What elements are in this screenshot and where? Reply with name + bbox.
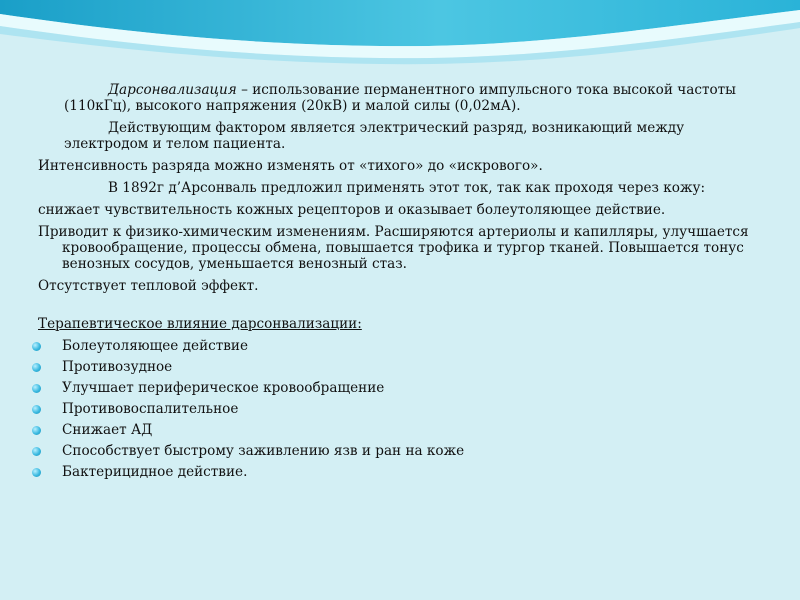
intensity-paragraph: Интенсивность разряда можно изменять от «тихого» до «искрового».	[38, 158, 543, 174]
bullet-dot-icon	[32, 468, 41, 477]
list-item	[38, 401, 750, 417]
thermal-paragraph: Отсутствует тепловой эффект.	[38, 278, 259, 294]
intro-paragraph	[38, 82, 750, 114]
list-item	[38, 359, 750, 375]
effect-paragraph: снижает чувствительность кожных рецепторов и оказывает болеутоляющее действие.	[38, 202, 666, 218]
therapy-heading: Терапевтическое влияние дарсонвализации:	[38, 316, 362, 332]
list-item-text: Снижает АД	[62, 422, 153, 438]
physchem-paragraph: Приводит к физико-химическим изменениям. Расширяются артериолы и капилляры, улучшается кровообращение, процессы обмена, повышается трофика и тургор тканей. Повышается тонус венозных сосудов, уменьшается венозный стаз.	[38, 224, 749, 272]
spacer	[38, 300, 750, 316]
list-item-text: Бактерицидное действие.	[62, 464, 248, 480]
list-item	[38, 464, 750, 480]
bullet-dot-icon	[32, 405, 41, 414]
bullet-dot-icon	[32, 447, 41, 456]
therapy-list	[38, 338, 750, 480]
bullet-dot-icon	[32, 342, 41, 351]
header-wave-decoration	[0, 0, 800, 80]
bullet-dot-icon	[32, 363, 41, 372]
list-item	[38, 380, 750, 396]
bullet-dot-icon	[32, 426, 41, 435]
term-darsonvalization: Дарсонвализация	[108, 82, 237, 98]
factor-paragraph: Действующим фактором является электрический разряд, возникающий между электродом и телом пациента.	[64, 120, 685, 152]
list-item-text: Противозудное	[62, 359, 173, 375]
list-item-text: Болеутоляющее действие	[62, 338, 249, 354]
slide-body	[38, 82, 750, 485]
history-paragraph: В 1892г д’Арсонваль предложил применять этот ток, так как проходя через кожу:	[108, 180, 706, 196]
list-item-text: Способствует быстрому заживлению язв и ран на коже	[62, 443, 465, 459]
bullet-dot-icon	[32, 384, 41, 393]
definition-text: – использование перманентного импульсного тока высокой частоты (110кГц), высокого напряжения (20кВ) и малой силы (0,02мА).	[64, 82, 736, 114]
list-item-text: Противовоспалительное	[62, 401, 239, 417]
list-item-text: Улучшает периферическое кровообращение	[62, 380, 385, 396]
list-item	[38, 422, 750, 438]
list-item	[38, 443, 750, 459]
list-item	[38, 338, 750, 354]
